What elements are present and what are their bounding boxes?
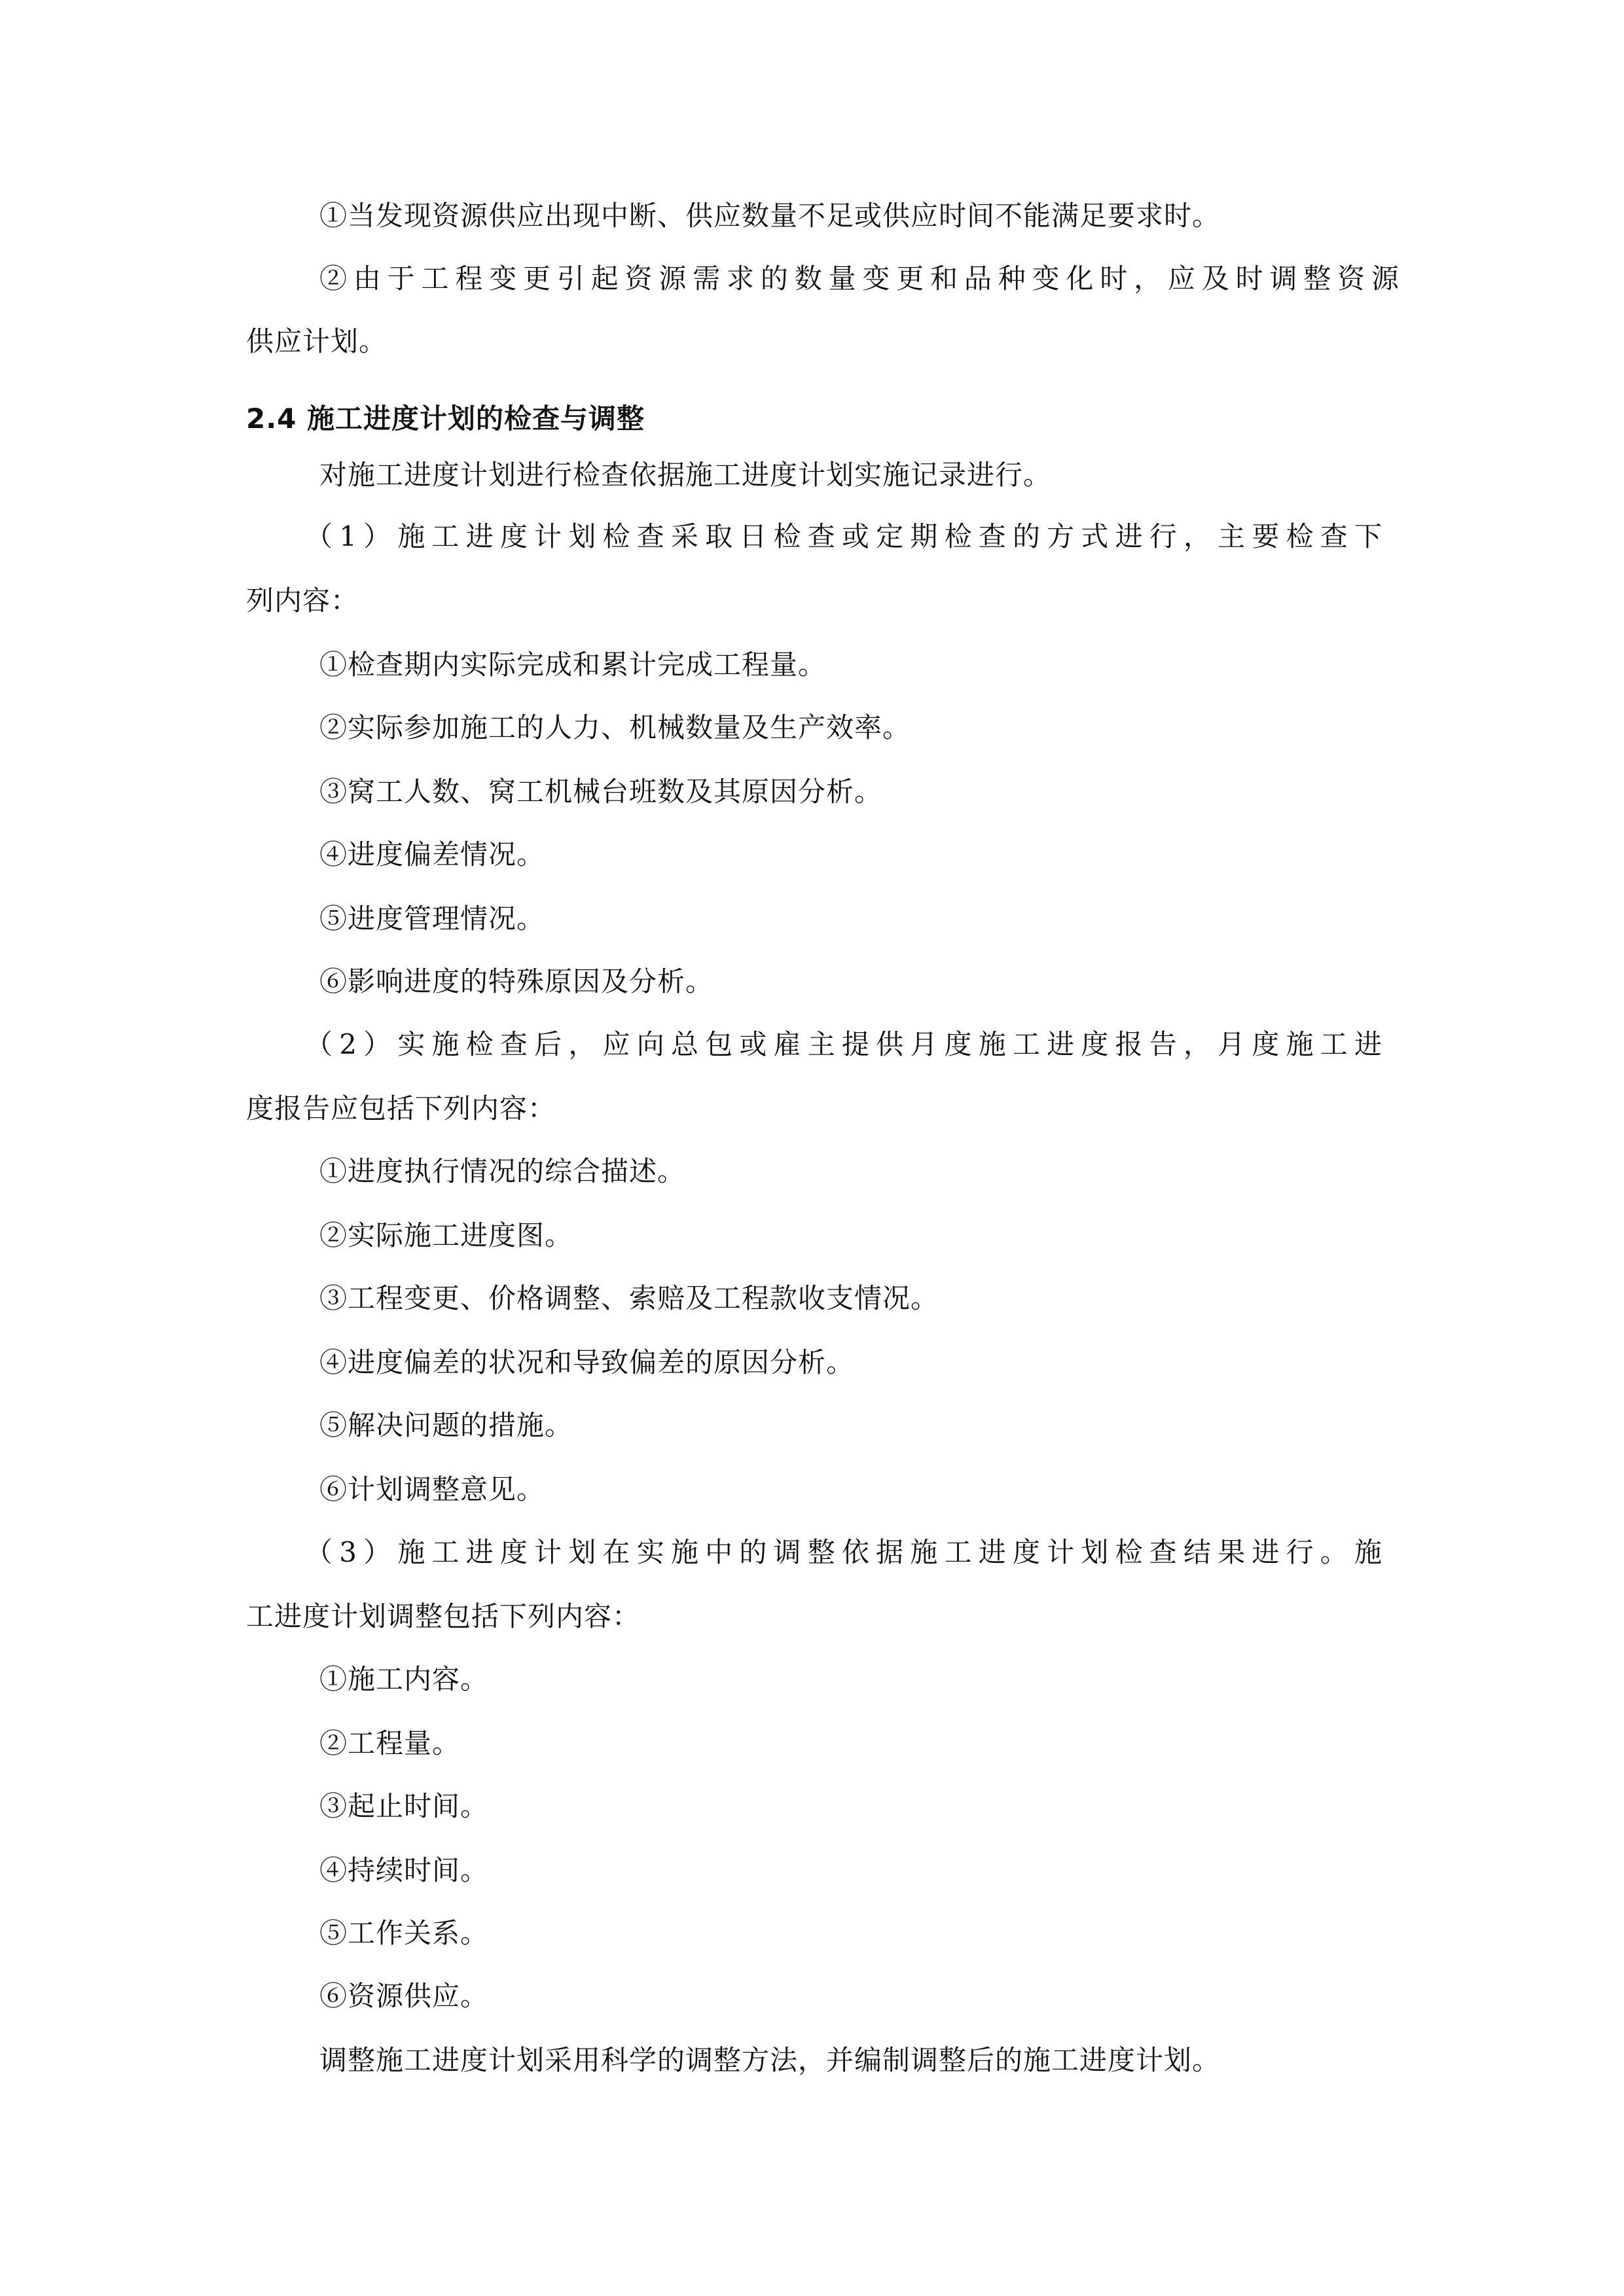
section-heading: 2.4 施工进度计划的检查与调整 bbox=[246, 403, 645, 435]
section-intro: 对施工进度计划进行检查依据施工进度计划实施记录进行。 bbox=[319, 459, 1052, 491]
part2-item: ④进度偏差的状况和导致偏差的原因分析。 bbox=[319, 1346, 855, 1378]
part2-item: ⑥计划调整意见。 bbox=[319, 1473, 545, 1505]
part2-item: ⑤解决问题的措施。 bbox=[319, 1409, 573, 1441]
resource-item-2-line1: ②由于工程变更引起资源需求的数量变更和品种变化时，应及时调整资源 bbox=[319, 262, 1399, 295]
part3-item: ③起止时间。 bbox=[319, 1790, 489, 1822]
part1-line1: （1）施工进度计划检查采取日检查或定期检查的方式进行，主要检查下 bbox=[305, 520, 1382, 552]
part3-item: ①施工内容。 bbox=[319, 1663, 489, 1695]
part3-item: ⑥资源供应。 bbox=[319, 1980, 489, 2012]
part2-line1: （2）实施检查后，应向总包或雇主提供月度施工进度报告，月度施工进 bbox=[305, 1028, 1382, 1060]
part1-item: ①检查期内实际完成和累计完成工程量。 bbox=[319, 649, 827, 681]
part2-line2: 度报告应包括下列内容： bbox=[246, 1092, 556, 1124]
part2-item: ③工程变更、价格调整、索赔及工程款收支情况。 bbox=[319, 1282, 939, 1314]
part1-item: ④进度偏差情况。 bbox=[319, 838, 545, 870]
part3-line1: （3）施工进度计划在实施中的调整依据施工进度计划检查结果进行。施 bbox=[305, 1536, 1382, 1568]
part1-item: ⑤进度管理情况。 bbox=[319, 903, 545, 935]
resource-item-2-line2: 供应计划。 bbox=[246, 325, 388, 357]
part1-item: ③窝工人数、窝工机械台班数及其原因分析。 bbox=[319, 776, 883, 808]
part1-item: ⑥影响进度的特殊原因及分析。 bbox=[319, 965, 714, 997]
part3-line2: 工进度计划调整包括下列内容： bbox=[246, 1600, 641, 1632]
part2-item: ①进度执行情况的综合描述。 bbox=[319, 1155, 686, 1187]
resource-item-1: ①当发现资源供应出现中断、供应数量不足或供应时间不能满足要求时。 bbox=[319, 200, 1221, 232]
part1-item: ②实际参加施工的人力、机械数量及生产效率。 bbox=[319, 711, 911, 744]
part2-item: ②实际施工进度图。 bbox=[319, 1219, 573, 1251]
part3-item: ②工程量。 bbox=[319, 1727, 461, 1759]
part3-item: ⑤工作关系。 bbox=[319, 1917, 489, 1949]
closing-paragraph: 调整施工进度计划采用科学的调整方法，并编制调整后的施工进度计划。 bbox=[319, 2044, 1221, 2076]
part3-item: ④持续时间。 bbox=[319, 1854, 489, 1886]
part1-line2: 列内容： bbox=[246, 584, 359, 617]
